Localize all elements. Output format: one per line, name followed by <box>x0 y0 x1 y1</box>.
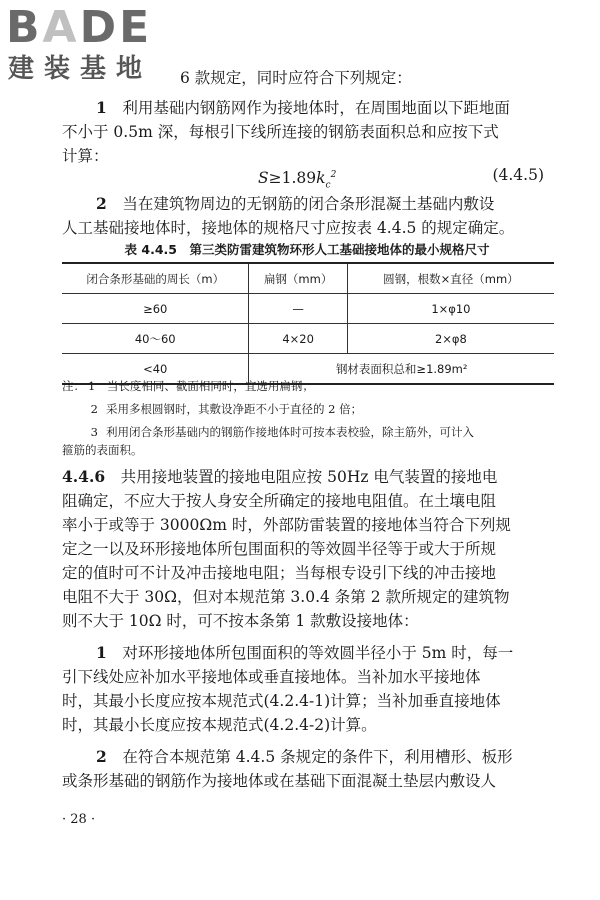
paragraph-line: 定的值时可不计及冲击接地电阻；当每根专设引下线的冲击接地 <box>62 564 497 582</box>
watermark-logo <box>6 4 176 88</box>
paragraph-line: 不小于 0.5m 深，每根引下线所连接的钢筋表面积总和应按下式 <box>62 123 499 141</box>
paragraph-line: 则不大于 10Ω 时，可不按本条第 1 款敷设接地体： <box>62 612 419 630</box>
paragraph-line: 人工基础接地体时，接地体的规格尺寸应按表 4.4.5 的规定确定。 <box>62 219 515 237</box>
paragraph-line: 时，其最小长度应按本规范式(4.2.4-1)计算；当补加垂直接地体 <box>62 692 501 710</box>
paragraph-line: 2 在符合本规范第 4.4.5 条规定的条件下，利用槽形、板形 <box>96 747 513 766</box>
paragraph-line: 定之一以及环形接地体所包围面积的等效圆半径等于或大于所规 <box>62 540 497 558</box>
formula-number: (4.4.5) <box>492 166 544 184</box>
spec-table <box>62 262 554 385</box>
paragraph-line: 引下线处应补加水平接地体或垂直接地体。当补加水平接地体 <box>62 668 481 686</box>
logo-text-cn: 建装基地 <box>8 54 153 84</box>
paragraph-line: 阻确定，不应大于按人身安全所确定的接地电阻值。在土壤电阻 <box>62 492 497 510</box>
table-note: 3 利用闭合条形基础内的钢筋作接地体时可按本表校验，除主筋外，可计入 <box>90 425 474 439</box>
formula-expression: $S\ge 1.89k_c^2$ <box>258 169 337 191</box>
page-number: · 28 · <box>62 812 96 827</box>
paragraph-line: 1 对环形接地体所包围面积的等效圆半径小于 5m 时，每一 <box>96 643 514 662</box>
table-cell: <40 <box>62 354 249 385</box>
table-row <box>62 294 554 324</box>
table-note: 注： 1 当长度相同、截面相同时，宜选用扁钢； <box>62 379 314 393</box>
table-header-cell: 圆钢，根数×直径（mm） <box>347 263 554 294</box>
paragraph-line: 计算： <box>62 147 109 165</box>
table-cell: 4×20 <box>249 324 347 354</box>
paragraph-line: 率小于或等于 3000Ωm 时，外部防雷装置的接地体当符合下列规 <box>62 516 511 534</box>
table-cell: ≥60 <box>62 294 249 324</box>
clause-4-4-6: 4.4.6 共用接地装置的接地电阻应按 50Hz 电气装置的接地电 <box>62 467 498 486</box>
paragraph-line: 或条形基础的钢筋作为接地体或在基础下面混凝土垫层内敷设人 <box>62 772 497 790</box>
paragraph-line: 电阻不大于 30Ω，但对本规范第 3.0.4 条第 2 款所规定的建筑物 <box>62 588 510 606</box>
paragraph-heading: 6 款规定，同时应符合下列规定： <box>180 69 412 87</box>
table-cell: 2×φ8 <box>347 324 554 354</box>
table-header-cell: 闭合条形基础的周长（m） <box>62 263 249 294</box>
table-cell: 40～60 <box>62 324 249 354</box>
table-header-row <box>62 263 554 294</box>
paragraph-line: 2 当在建筑物周边的无钢筋的闭合条形混凝土基础内敷设 <box>96 194 495 213</box>
logo-text-en: BADE <box>6 2 153 53</box>
paragraph-line: 时，其最小长度应按本规范式(4.2.4-2)计算。 <box>62 716 377 734</box>
table-cell: — <box>249 294 347 324</box>
table-title: 表 4.4.5 第三类防雷建筑物环形人工基础接地体的最小规格尺寸 <box>124 242 490 257</box>
table-cell: 钢材表面积总和≥1.89m² <box>249 354 554 385</box>
table-header-cell: 扁钢（mm） <box>249 263 347 294</box>
table-note: 2 采用多根圆钢时，其敷设净距不小于直径的 2 倍； <box>90 402 363 416</box>
paragraph-line: 1 利用基础内钢筋网作为接地体时，在周围地面以下距地面 <box>96 98 510 117</box>
table-note: 箍筋的表面积。 <box>62 443 143 457</box>
table-cell: 1×φ10 <box>347 294 554 324</box>
table-row <box>62 324 554 354</box>
